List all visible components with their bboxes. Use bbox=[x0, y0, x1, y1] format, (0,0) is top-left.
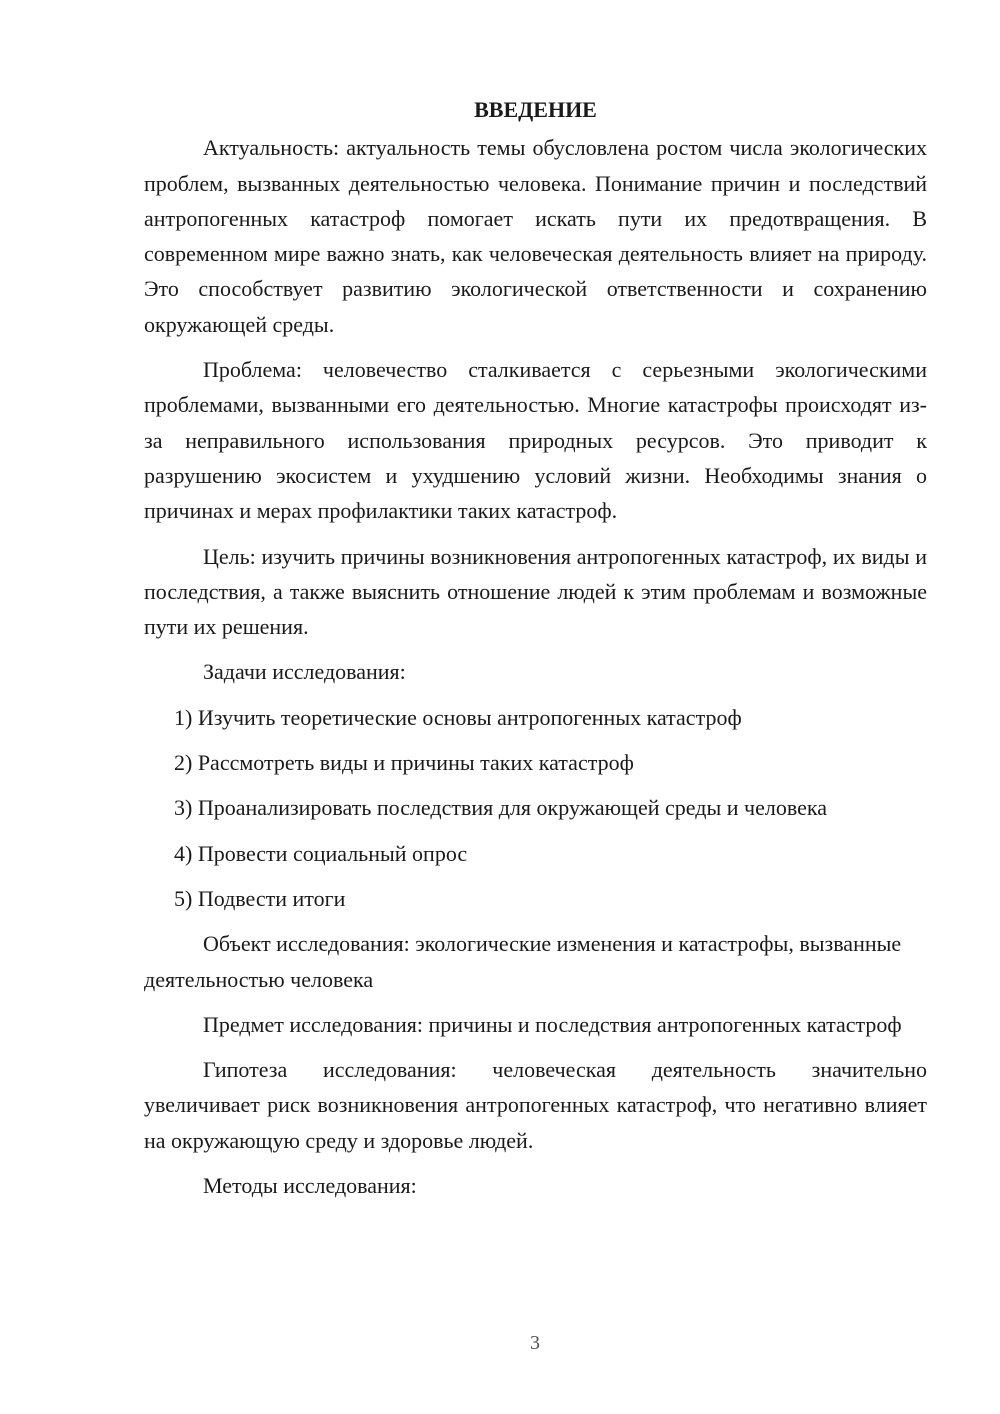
paragraph-goal: Цель: изучить причины возникновения антропогенных катастроф, их виды и последствия, а также выяснить отношение людей к этим проблемам и возможные пути их решения. bbox=[144, 543, 927, 640]
task-item-2: 2) Рассмотреть виды и причины таких катастроф bbox=[174, 750, 634, 776]
paragraph-hypothesis: Гипотеза исследования: человеческая деятельность значительно увеличивает риск возникновения антропогенных катастроф, что негативно влияет на окружающую среду и здоровье людей. bbox=[144, 1057, 927, 1153]
tasks-list bbox=[144, 700, 927, 916]
page-number: 3 bbox=[530, 1332, 540, 1354]
task-item-4: 4) Провести социальный опрос bbox=[174, 840, 468, 866]
paragraph-object: Объект исследования: экологические изменения и катастрофы, вызванные деятельностью человека bbox=[144, 931, 902, 992]
paragraph-problem: Проблема: человечество сталкивается с серьезными экологическими проблемами, вызванными его деятельностью. Многие катастрофы происходят из-за неправильного использования природных ресурсов. Это приводит к разрушению экосистем и ухудшению условий жизни. Необходимы знания о причинах и мерах профилактики таких катастроф. bbox=[144, 357, 927, 524]
task-item-5: 5) Подвести итоги bbox=[174, 885, 346, 911]
tasks-heading: Задачи исследования: bbox=[203, 659, 406, 685]
page-content bbox=[144, 92, 927, 1213]
section-title: ВВЕДЕНИЕ bbox=[474, 97, 597, 122]
paragraph-relevance: Актуальность: актуальность темы обусловлена ростом числа экологических проблем, вызванных деятельностью человека. Понимание причин и последствий антропогенных катастроф помогает искать пути их предотвращения. В современном мире важно знать, как человеческая деятельность влияет на природу. Это способствует развитию экологической ответственности и сохранению окружающей среды. bbox=[144, 135, 927, 337]
paragraph-subject: Предмет исследования: причины и последствия антропогенных катастроф bbox=[203, 1011, 902, 1037]
task-item-1: 1) Изучить теоретические основы антропогенных катастроф bbox=[174, 704, 742, 730]
methods-heading: Методы исследования: bbox=[203, 1173, 417, 1199]
task-item-3: 3) Проанализировать последствия для окружающей среды и человека bbox=[174, 795, 827, 821]
